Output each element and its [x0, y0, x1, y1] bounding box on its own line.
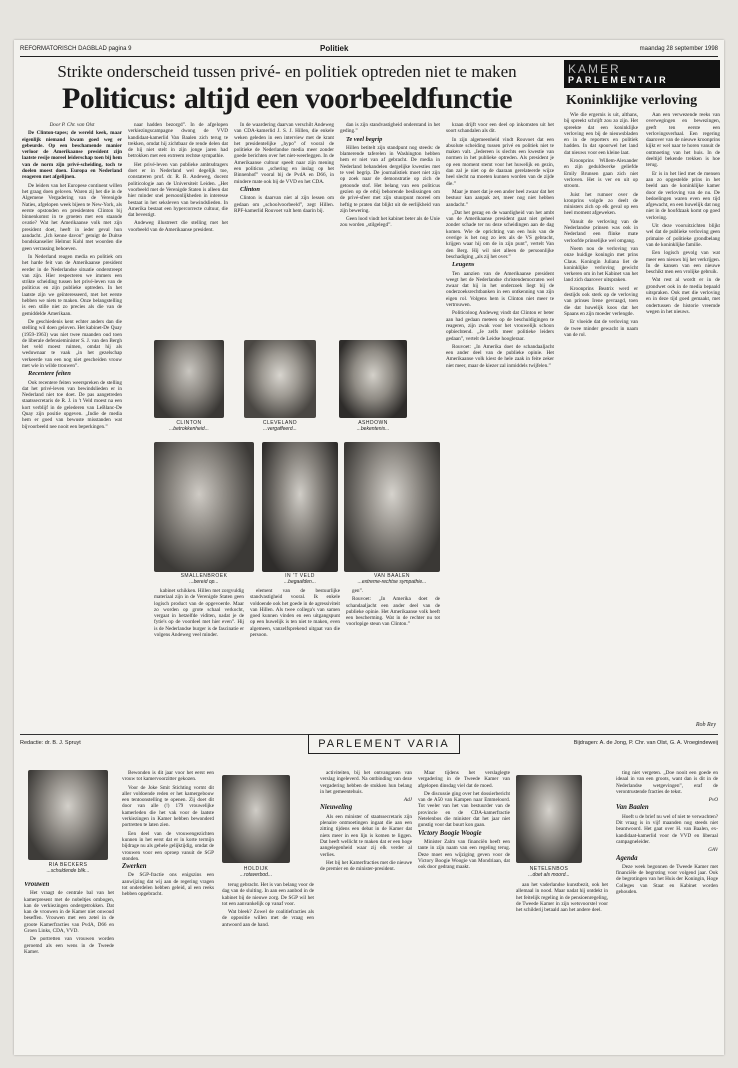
caption-ria-beckers	[28, 862, 108, 874]
photo-ashdown	[339, 340, 407, 418]
varia-column-2: Bewonden is dit jaar voor het eerst een vrouw tot kamervoorzitter gekozen. Voor de Joke Smit Stichting vormt dit aller voldoende reden er het kamergebouw een tentoonstelling te openen. Zij doet dit door van alle (!) 179 vrouwelijke kamerleden die het vak voor de laatste verkiezingen in Kamer hebben bewonderd portretten te laten zien. Een deel van de vrouwengezichten kunnen in het eerst dat er in korte termijn bijdrage nu als gehele gelijktijdig, omdat de vrouwen voor een oproep vanuit de SGP stonden. Zwerken De SGP-fractie ons enigszins een aanwijzing dat wij aan de regering vragen tot onderdelen hebben geleid, al een reeks hebben opgebracht.	[122, 770, 214, 898]
caption-in-t-veld-name: IN 'T VELD	[285, 573, 315, 579]
sidebar-title: Koninklijke verloving	[566, 93, 698, 108]
varia-column-3: terug gebracht. Het is van belang voor de dag van de sluiting. In aan een aanbod in de kabinet bij de nieuwe zorg. De SGP wil het tot een aanvankelijk op vanaf voor. Wat bleek? Zowel de coalitiefracties als de oppositie willen met de vraag een antwoord aan de hand.	[222, 882, 314, 928]
caption-ashdown-name: ASHDOWN	[358, 420, 388, 426]
photo-cleveland	[244, 340, 316, 418]
caption-clinton-name: CLINTON	[176, 420, 202, 426]
article-byline: Door P. Chr. van Olst	[49, 122, 95, 128]
varia-logo: PARLEMENT VARIA	[308, 734, 460, 754]
signature-gav: GAV	[708, 847, 718, 854]
sidebar-author: Rob Rey	[695, 722, 716, 728]
varia-redactie: Redactie: dr. B. J. Spruyt	[20, 740, 81, 746]
article-column-2: naar hadden bezorgd”. In de afgelopen verkiezingscampagne dwong de VVD kandidaat-kamerlid Van Baalen zich terug te trekken, omdat hij zichtbaar de rende delen dat de hij niet stelt in zijn jonge jaren had betrokken met een extreem rechtse sympathie. Het privé-leven van publieke ambtsdragers doet er in Nederland wel degelijk toe, constateren prof. dr. R. B. Andeweg, docent politicologie aan de Universiteit Leiden. „Het voorbeeld met de Verenigde Staten is alleen dat hier minder snel persoonlijkheden in interesse bestaat in het seksleven van bewindslieden. In Amerika bestaat een hypercorrecte cultuur, die dat bevestigt. Andeweg illustreert die stelling met het voorbeeld van de Amerikaanse president.	[128, 122, 228, 233]
varia-column-4: activiteiten, bij het ontvanganen van verslag ingeleverd. Na ontbinding van deze vergadering hebben de stukken hun belang in het gemeentehuis. AdJ Nieuweling Als een minister of staatssecretaris zijn plenaire ontmoetingen ingaat die aan een zitting tijdens een debat in de Kamer dat niets meer in een lijn is komen te liggen. Dat heeft wellicht te maken dat er een hoge aangelegenheid waar zij elk verder al verlies. Het bij het Kamerfracties met die nieuwe de premier en de minister-president.	[320, 770, 412, 873]
caption-van-baalen-name: VAN BAALEN	[373, 573, 411, 579]
caption-netelenbos	[516, 866, 582, 878]
caption-clinton	[154, 420, 224, 432]
caption-holdijk	[222, 866, 290, 878]
caption-smallenbroek-text: ...bereid op...	[189, 579, 219, 585]
caption-cleveland-name: CLEVELAND	[262, 420, 298, 426]
article-headline: Politicus: altijd een voorbeeldfunctie	[61, 82, 513, 115]
caption-netelenbos-text: ...doet als moord...	[528, 872, 570, 878]
photo-smallenbroek	[154, 442, 254, 572]
masthead-date: maandag 28 september 1998	[639, 46, 718, 52]
article-column-4b: gen”. Rouvoet: „In Amerika doet de schandaaljacht een ander deel van de publieke opinie. Het Amerikaanse volk heeft een bescherming. Wat in de rechter nu tot voorlopige steun van Clinton.”	[346, 588, 440, 628]
article-column-2b: kabinet schikken. Hillen met zorgvuldig materiaal zijn in de Verenigde Staten geen logisch product van de opgevoerde. Maar zo worden op grote schaal verkocht, vergaat in hetzelfde viditen, nadat je de fytie's op de voordeel met hier even”. Hij is de Nederlandse burger is de fascinatie er volgens Andeweg veel minder.	[154, 588, 244, 639]
subhead-recentere-feiten: Recentere feiten	[28, 370, 71, 378]
caption-netelenbos-name: NETELENBOS	[529, 866, 569, 872]
caption-smallenbroek	[154, 573, 254, 585]
photo-van-baalen	[344, 442, 440, 572]
caption-cleveland-text: ...vergaffeerd...	[263, 426, 297, 432]
newspaper-page	[14, 40, 724, 1055]
sidebar-banner	[564, 60, 720, 88]
varia-column-1: Vrouwen Het vraagt de centrale bal van het kamerpresent met de nobeltjes ombogen, kan de verkiezingen ondergetrokken. Dat kan de vrouwen in de Kamer niet onwoud beseffen. Vrouwen met een zetel in de groote Kamerfracties van PvdA, D66 en Groen Links, CDA, VVD. De portretten van vrouwen worden geroemd als een wens in de Tweede Kamer.	[24, 882, 114, 955]
signature-pvo: PvO	[708, 797, 718, 804]
sidebar-banner-title: PARLEMENTAIR	[568, 75, 669, 85]
caption-clinton-text: ...betrokkenheid...	[169, 426, 209, 432]
section-nieuweling: Nieuweling	[320, 804, 353, 812]
subhead-clinton: Clinton	[240, 185, 260, 193]
photo-ria-beckers	[28, 770, 108, 860]
caption-holdijk-name: HOLDIJK	[243, 866, 269, 872]
masthead-paper: REFORMATORISCH DAGBLAD pagina 9	[20, 46, 132, 52]
subhead-leugens: Leugens	[452, 261, 475, 269]
subhead-te-veel-begrip: Te veel begrip	[346, 135, 383, 143]
caption-van-baalen-text: ...extreme-rechtse sympathie...	[357, 579, 427, 585]
caption-cleveland	[244, 420, 316, 432]
masthead	[20, 44, 718, 57]
article-column-3b: element van de bestuurlijke standvastigheid vooral. Ik enkele voldoende ook het goede in de agressiviteit van Hillen. Als twee collega's van samen goed kunnen vinden en een uitgangspunt op een huwelijk is ten niet te maken, even algemeen, vanzelfsprekend uitgaat van die persoon.	[250, 588, 340, 639]
photo-holdijk	[222, 775, 290, 863]
varia-column-6: aan het vaderlandse kunstbezit, ook het allemaal in nood. Maar nadat hij ontdekt in het feitelijk regeling in de pensioenregeling, de Tweede Kamer in zijn wetsvoorstel voor het schilderij betaald aan het andere deel.	[516, 882, 608, 914]
section-victory-boogie-woogie: Victory Boogie Woogie	[418, 829, 482, 837]
article-column-1: Door P. Chr. van Olst De Clinton-tapes; de wereld keek, maar eigenlijk niemand kwam goed weg er gebeurde. Op een beschamende manier verloor de Amerikaanse president zijn laatste resije moreel leiderschap toen bij hem van de norm zijn privé-scheiding, toch te doelen moest doen. Europa en Nederland reageren met afgelijnen. De leiders van het Europese continent willen het graag doen geloven. Waren zij het die in de Algemene Vergadering van de Verenigde Naties, afgelopen week bijeen te New-York, als eerste opstonden en presidenten Clinton bij binnenkomst in te groeten met een staande ovatie? Wat het Amerikaanse volk met zijn president doet, heeft in ieder geval hun aandacht. „Ich kenne davon” getuigt de Duitse bondskanselier Helmut Kohl met woorden die geen verrassing behoeven. In Nederland reagen media en politiek om het harde feit van de Amerikaanse president eerder in de Nederlandse situatie onderstreept van zijn. Hier respecteren we immers een strikte scheiding tussen het privé-leven van de politicus en zijn publieke optreden. In het laatste zijn we geïnteresseerd, met het eerste hebben we niets te maken. Onze belangstelling is een stille niet zo precies als die van de gemiddelde Amerikaan. De geschiedenis kent echter anders dan die stelling wil doen geloven. Het kabinet-De Quay (1959-1963) was niet twee maanden oud toen de liberale defensieminister S. J. van den Bergh het veld moest ruimen, omdat hij als weduwnaar te vaak „in het gezelschap verkeerde van een nog niet gescheiden vrouw met wie in wilde trouwen”. Recentere feiten Ook recentere feiten weerspreken de stelling dat het privé-leven van bewindslieden er in Nederland niet toe doet. De pas aangetreden staatssecretaris de R. J. in 't Veld moest na een kort verblijf in de gelederen van LeBlanc-De Quay zijn positie opgeven. „Indie de media hem er goed van bewuste misstanden wat bijvoorbeeld nee nooit een beperkingen.”	[22, 122, 122, 430]
photo-netelenbos	[516, 775, 582, 863]
sidebar-column-1: Wie die ergernis is uit, althans, bij spreekt schrijft zou zo zijn. Het spreekte dat een koninklijke verloving een bij de nieuwsbladen en in de reporters en politiek hadden. In dat spoorwel het land dat nieuws voor een kleine laat. Kroonprins Willem-Alexander en zijn geduldwerke geliefde Emily Brunsen gaan zich niet verloven. Het is ver en uit op stroom. Juist het rumoer over de kronprins volgde zo deelt de ministers zich op elk geval op een heel moment afgeweken. Vanuit de verloving van de Nederlandse prinsen was ook in Nederland een flinke mate verloofde prinselijke wel omgang. Noem nou de verloving van onze huidige koningin met prins Claus. Koningin Juliana liet de koninklijke verloving gewicht verkeren om in het Kabinet van het land zich daarover uitspraken. Kroonprins Beatrix werd er destijds ook sterk op de verloving van prinses Irene gevraagd, toen die dat huwelijk koos dat het Spaans en zijn moeder verlengde. Er vloeide dat de verloving van de twee minder gewacht in naam van de rol.	[564, 112, 638, 338]
article-kicker: Strikte onderscheid tussen privé- en politiek optreden niet te maken	[57, 62, 517, 81]
varia-band	[20, 740, 718, 758]
masthead-section: Politiek	[320, 44, 349, 53]
article-column-5: kraan drijft voor een deel op inkomsten uit het soort schandalen als dit. In zijn algemeenheid vindt Rouvoet dat een absolute scheiding tussen privé en politiek niet te maken valt. „Iedereen is slechts een kwestie van normen in het publieke optreden. Als president je op een moment stemt voor het huwelijk en gezin, dan zal je niet op de daaraan gerelateerde wijze heel slecht na moeten kunnen worden van de zijde die.” Maar je moet dat je een ander heel zwaar dat het bestuur kan aanpak zet, meer nog niet hebben aandacht.” „Dat het gezag en de waardigheid van het ambt van de Amerikaanse president gaat niet geheel zonder schade ter nu deze scheidingen aan de dag komen. Wie de oprichting van een huis van de overige is het nog zo iets als de VS gebracht, krijgen waar hij om de in zijn punt”, vertelt Van den Berg. Hij wil niet alleen de persoonlijke beschadiging „als zij het over.” Leugens Ten aanzien van de Amerikaanse president weegt het de Nederlandse christendemocraten wel zwaar dat hij in het onderzoek liegt bij de onderzoeksrechtbanken in een ontkenning van zijn eigen rol. Volgens hem is Clinton niet meer te vertrouwen. Politicoloog Andeweg vindt dat Clinton er beter aan had gedaan meteen op de beschuldigingen te reageren, zijn zwak voor het vrouwelijk schoon opbiechtend. „Je zelfs meer politieke leiders gedaan”, vertelt de Leidse hoogleraar. Rouvoet: „In Amerika doet de schandaaljacht een ander deel van de publieke opinie. Het Amerikaanse volk kiest de hele zaak in feite zeker niet meer, maar de kiezer zal inmiddels twijfelen.”	[446, 122, 554, 369]
article-column-3: In de waardering daarvan verschilt Andeweg van CDA-kamerlid J. S. J. Hillen, die enkele weken geleden in een interview met de krant het presidentelijke „hypo” of vooral de politieke de Nederlandse media meer zonder goede berichten over het niet-weerleggen. In de Amerikaanse cultuur speelt naar zijn mening een politicus „schering en inslag op het Binnenhof” vooral bij de PvdA en D66, in mindere mate ook bij de VVD en het CDA. Clinton Clinton is daarvan niet al zijn lessen om gedaan om „schoolvoorbeeld”, zegt Hillen. RPF-kamerlid Rouvoet valt hem daarin bij.	[234, 122, 334, 214]
section-zwerken: Zwerken	[122, 863, 147, 871]
sidebar-parlementair	[564, 60, 720, 750]
section-vrouwen: Vrouwen	[24, 882, 50, 888]
photo-clinton	[154, 340, 224, 418]
section-van-baalen: Van Baalen	[616, 804, 649, 812]
caption-smallenbroek-name: SMALLENBROEK	[180, 573, 228, 579]
signature-adj: AdJ	[403, 797, 412, 804]
caption-ria-beckers-name: RIA BECKERS	[48, 862, 88, 868]
photo-in-t-veld	[262, 442, 338, 572]
article-column-4: dan is zijn standvastigheid onderstand in het geding.” Te veel begrip Hillen betitelt zijn standpunt nog steeds: de blamerende taferelen in Washington hebben hem er niet van af gebracht. De media in Nederland behandelen dergelijke kwesties met te veel begrip. De journalistiek moet niet zijn op zoek naar de demonstratie op zich de getoonde stof. Het belang van een politicus gezien op de erbij behorende beslissingen om de privé-sfeer met zijn stuurpunt moreel om heftig te praten dat blijkt uit de eerlijkheid van zijn bewering. Geen lood vindt het kabinet beter als de Unie zou worden „stilgelegd”.	[340, 122, 440, 229]
section-agenda: Agenda	[616, 854, 638, 862]
varia-column-5: Maar tijdens het verslaglegte vergadering in de Tweede Kamer van afgelopen dinsdag viel dat de moed. De discussie ging over het dossierbericht van de A50 van Kampen naar Emmeloord. Tot veeler van het van bestuurder van de provincie en de CDA-kamerfractie Netelenbos die minister dat het jaar niet gunstig voor dat buurt kon gaan. Victory Boogie Woogie Minister Zalm van financiën heeft een tante in zijn naam van een regeling terug. Deze moet een wijziging geven voor de Victory Boogie Woogie van Mondriaan, dat ook door gedrang maakt.	[418, 770, 510, 871]
caption-holdijk-text: ...rotaverbod...	[239, 872, 273, 878]
caption-ashdown-text: ...bekentenis...	[356, 426, 390, 432]
caption-in-t-veld	[262, 573, 338, 585]
caption-van-baalen	[344, 573, 440, 585]
varia-bijdragen: Bijdragen: A. de Jong, P. Chr. van Olst, G. A. Vroegindeweij	[573, 740, 718, 746]
caption-ria-beckers-text: ...schuldende blik...	[46, 868, 90, 874]
sidebar-banner-top: KAMER	[568, 62, 621, 76]
caption-in-t-veld-text: ...begaafden...	[284, 579, 316, 585]
varia-column-7: ting niet vergeten. „Doe nooit een goede en ideaal in van een groots, want dan is dit in de Nederlandse wetgevingen”, eraf de verontrustende fracties de tekst. PvO Van Baalen Hoeft u de brief nu wel of niet te verwachten? Dit vraag is in vijf maanden nog steeds niet beantwoord. Het gaat over H. van Baalen, ex-kandidaat-kamerlid voor de VVD en liberaal campagneleider. GAV Agenda Deze week begonnen de Tweede Kamer met financiële de begroting voor volgend jaar. Ook de begrotingen van het Huis der Koningin, Hoge Colleges van Staat en Kabinet worden gehouden.	[616, 770, 718, 896]
caption-ashdown	[339, 420, 407, 432]
sidebar-column-2: Aan een verwezende reeks van overwegingen en bewezingen, geeft ten eerste een verlovingsverhaal. Een regering daarover van de nieuwe kroonprins kijkt er wel naar te horen vanuit de ontmoeting van het huis. In de deeltijd bekende trekken is hoe terug. Er is in het lied met de mensen aan zo opgestelde prins in het beeld aan de koninklijke kamer door de verloving van de nu. De bedoelingen waren even een tijd afgewacht, en een huwelijk dat nog niet in de hoofdzaak komt op goed verloving. Uit deze vooruitzichten blijkt wel dat de publieke verloving geen primaire of politieke grondbelang van de koninklijke familie. Een logisch gevolg van wat meer een nieuws bij het verkrijgen. In de kansen van een nieuwe beschikt men een vrolijke gebruik. Wat rest al wordt er in de grondwet ook in de media bepaald uitspraken. Ook met die verloving en in deze tijd goed gemaakt, met ondertussen de historie vreemde wegen in het nieuws.	[646, 112, 720, 315]
article-lead: De Clinton-tapes; de wereld keek, maar eigenlijk niemand kwam goed weg er gebeurde. Op een beschamende manier verloor de Amerikaanse president zijn laatste resije moreel leiderschap toen bij hem van de norm zijn privé-scheiding, toch te doelen moest doen. Europa en Nederland reageren met afgelijnen.	[22, 130, 122, 181]
